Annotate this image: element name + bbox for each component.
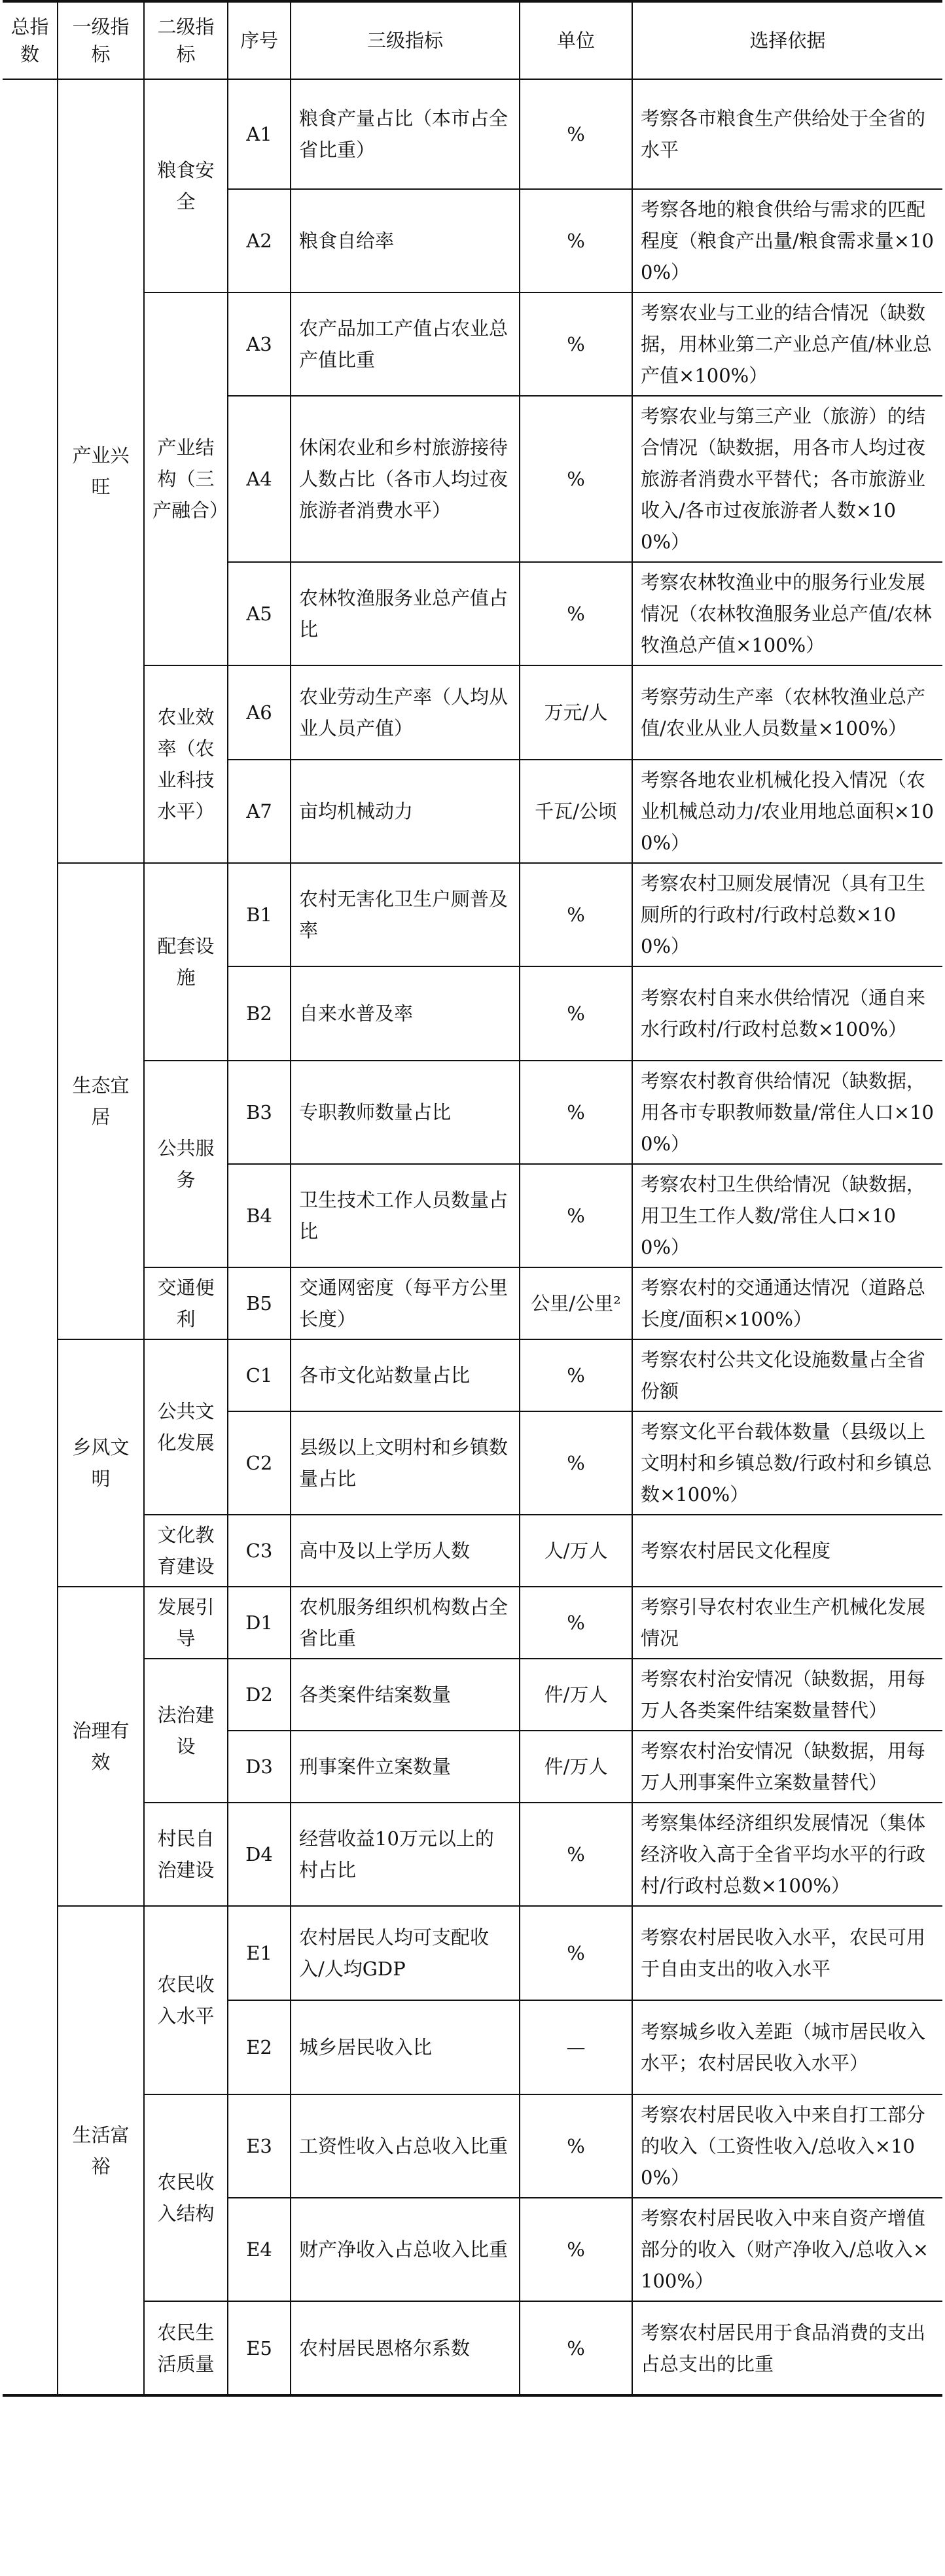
row-code: E2 [228,2000,291,2094]
level2-indicator: 交通便利 [144,1267,228,1339]
row-code: B1 [228,863,291,966]
level1-indicator: 乡风文明 [58,1339,144,1587]
row-code: A1 [228,79,291,189]
row-code: B4 [228,1164,291,1267]
table-row [3,1267,942,1339]
table-row [3,1906,942,2000]
level1-indicator: 生态宜居 [58,863,144,1339]
row-code: A3 [228,292,291,396]
unit-cell: % [520,966,632,1061]
level3-indicator: 自来水普及率 [291,966,520,1061]
table-row [3,79,942,189]
unit-cell: % [520,1164,632,1267]
header-level2: 二级指标 [144,1,228,79]
table-row [3,1061,942,1164]
level2-indicator: 公共文化发展 [144,1339,228,1515]
row-code: C1 [228,1339,291,1411]
basis-cell: 考察农村居民文化程度 [632,1515,942,1587]
basis-cell: 考察各地农业机械化投入情况（农业机械总动力/农业用地总面积×100%） [632,760,942,863]
header-row [3,1,942,79]
row-code: B2 [228,966,291,1061]
level3-indicator: 交通网密度（每平方公里长度） [291,1267,520,1339]
level1-indicator: 治理有效 [58,1587,144,1906]
basis-cell: 考察城乡收入差距（城市居民收入水平；农村居民收入水平） [632,2000,942,2094]
unit-cell: % [520,2094,632,2198]
row-code: C3 [228,1515,291,1587]
unit-cell: % [520,396,632,562]
row-code: D4 [228,1803,291,1906]
level2-indicator: 发展引导 [144,1587,228,1659]
basis-cell: 考察农村自来水供给情况（通自来水行政村/行政村总数×100%） [632,966,942,1061]
basis-cell: 考察农村卫生供给情况（缺数据，用卫生工作人数/常住人口×100%） [632,1164,942,1267]
row-code: D3 [228,1731,291,1803]
unit-cell: % [520,1803,632,1906]
level3-indicator: 经营收益10万元以上的村占比 [291,1803,520,1906]
basis-cell: 考察农村居民收入中来自资产增值部分的收入（财产净收入/总收入×100%） [632,2198,942,2301]
basis-cell: 考察集体经济组织发展情况（集体经济收入高于全省平均水平的行政村/行政村总数×100%） [632,1803,942,1906]
unit-cell: % [520,1061,632,1164]
level3-indicator: 专职教师数量占比 [291,1061,520,1164]
level3-indicator: 农机服务组织机构数占全省比重 [291,1587,520,1659]
level1-indicator: 产业兴旺 [58,79,144,863]
table-row [3,292,942,396]
row-code: E1 [228,1906,291,2000]
unit-cell: 公里/公里² [520,1267,632,1339]
basis-cell: 考察农业与工业的结合情况（缺数据，用林业第二产业总产值/林业总产值×100%） [632,292,942,396]
basis-cell: 考察农村卫厕发展情况（具有卫生厕所的行政村/行政村总数×100%） [632,863,942,966]
level3-indicator: 粮食自给率 [291,189,520,292]
basis-cell: 考察农林牧渔业中的服务行业发展情况（农林牧渔服务业总产值/农林牧渔总产值×100%） [632,562,942,665]
level3-indicator: 农林牧渔服务业总产值占比 [291,562,520,665]
basis-cell: 考察农村治安情况（缺数据，用每万人各类案件结案数量替代） [632,1659,942,1731]
level2-indicator: 产业结构（三产融合） [144,292,228,665]
unit-cell: % [520,2301,632,2395]
basis-cell: 考察农业与第三产业（旅游）的结合情况（缺数据，用各市人均过夜旅游者消费水平替代；各市旅游业收入/各市过夜旅游者人数×100%） [632,396,942,562]
level3-indicator: 农业劳动生产率（人均从业人员产值） [291,665,520,760]
level3-indicator: 刑事案件立案数量 [291,1731,520,1803]
row-code: E5 [228,2301,291,2395]
level2-indicator: 配套设施 [144,863,228,1061]
level3-indicator: 亩均机械动力 [291,760,520,863]
level2-indicator: 农民生活质量 [144,2301,228,2395]
overall-index-cell [3,79,58,2395]
level2-indicator: 公共服务 [144,1061,228,1267]
table-row [3,1515,942,1587]
row-code: A7 [228,760,291,863]
header-level3: 三级指标 [291,1,520,79]
level2-indicator: 文化教育建设 [144,1515,228,1587]
basis-cell: 考察引导农村农业生产机械化发展情况 [632,1587,942,1659]
unit-cell: % [520,79,632,189]
table-row [3,863,942,966]
table-row [3,1587,942,1659]
unit-cell: % [520,292,632,396]
row-code: B5 [228,1267,291,1339]
unit-cell: 人/万人 [520,1515,632,1587]
level3-indicator: 休闲农业和乡村旅游接待人数占比（各市人均过夜旅游者消费水平） [291,396,520,562]
unit-cell: % [520,1587,632,1659]
level3-indicator: 高中及以上学历人数 [291,1515,520,1587]
header-level1: 一级指标 [58,1,144,79]
unit-cell: 万元/人 [520,665,632,760]
level1-indicator: 生活富裕 [58,1906,144,2395]
level3-indicator: 县级以上文明村和乡镇数量占比 [291,1411,520,1515]
row-code: E4 [228,2198,291,2301]
level3-indicator: 农产品加工产值占农业总产值比重 [291,292,520,396]
level3-indicator: 各市文化站数量占比 [291,1339,520,1411]
level3-indicator: 财产净收入占总收入比重 [291,2198,520,2301]
basis-cell: 考察农村居民用于食品消费的支出占总支出的比重 [632,2301,942,2395]
level2-indicator: 法治建设 [144,1659,228,1803]
level3-indicator: 农村居民人均可支配收入/人均GDP [291,1906,520,2000]
basis-cell: 考察文化平台载体数量（县级以上文明村和乡镇总数/行政村和乡镇总数×100%） [632,1411,942,1515]
level2-indicator: 农民收入结构 [144,2094,228,2301]
table-row [3,1659,942,1731]
unit-cell: % [520,1339,632,1411]
unit-cell: % [520,1906,632,2000]
row-code: E3 [228,2094,291,2198]
row-code: A2 [228,189,291,292]
table-body [3,79,942,2395]
unit-cell: 件/万人 [520,1659,632,1731]
level3-indicator: 农村居民恩格尔系数 [291,2301,520,2395]
header-overall: 总指数 [3,1,58,79]
row-code: B3 [228,1061,291,1164]
header-code: 序号 [228,1,291,79]
level3-indicator: 工资性收入占总收入比重 [291,2094,520,2198]
level3-indicator: 城乡居民收入比 [291,2000,520,2094]
unit-cell: 件/万人 [520,1731,632,1803]
basis-cell: 考察农村治安情况（缺数据，用每万人刑事案件立案数量替代） [632,1731,942,1803]
row-code: D2 [228,1659,291,1731]
basis-cell: 考察农村的交通通达情况（道路总长度/面积×100%） [632,1267,942,1339]
indicator-table [3,0,942,2397]
unit-cell: % [520,562,632,665]
unit-cell: % [520,863,632,966]
header-basis: 选择依据 [632,1,942,79]
level3-indicator: 各类案件结案数量 [291,1659,520,1731]
basis-cell: 考察农村教育供给情况（缺数据，用各市专职教师数量/常住人口×100%） [632,1061,942,1164]
level3-indicator: 农村无害化卫生户厕普及率 [291,863,520,966]
basis-cell: 考察劳动生产率（农林牧渔业总产值/农业从业人员数量×100%） [632,665,942,760]
table-row [3,2094,942,2198]
table-row [3,1803,942,1906]
row-code: D1 [228,1587,291,1659]
basis-cell: 考察各市粮食生产供给处于全省的水平 [632,79,942,189]
level2-indicator: 农业效率（农业科技水平） [144,665,228,863]
level3-indicator: 粮食产量占比（本市占全省比重） [291,79,520,189]
row-code: A6 [228,665,291,760]
row-code: C2 [228,1411,291,1515]
unit-cell: % [520,2198,632,2301]
row-code: A5 [228,562,291,665]
row-code: A4 [228,396,291,562]
unit-cell: — [520,2000,632,2094]
level2-indicator: 村民自治建设 [144,1803,228,1906]
level2-indicator: 农民收入水平 [144,1906,228,2094]
basis-cell: 考察农村居民收入水平，农民可用于自由支出的收入水平 [632,1906,942,2000]
unit-cell: 千瓦/公顷 [520,760,632,863]
table-row [3,2301,942,2395]
table-row [3,665,942,760]
table-row [3,1339,942,1411]
level2-indicator: 粮食安全 [144,79,228,292]
level3-indicator: 卫生技术工作人员数量占比 [291,1164,520,1267]
header-unit: 单位 [520,1,632,79]
unit-cell: % [520,189,632,292]
basis-cell: 考察农村居民收入中来自打工部分的收入（工资性收入/总收入×100%） [632,2094,942,2198]
basis-cell: 考察各地的粮食供给与需求的匹配程度（粮食产出量/粮食需求量×100%） [632,189,942,292]
basis-cell: 考察农村公共文化设施数量占全省份额 [632,1339,942,1411]
unit-cell: % [520,1411,632,1515]
